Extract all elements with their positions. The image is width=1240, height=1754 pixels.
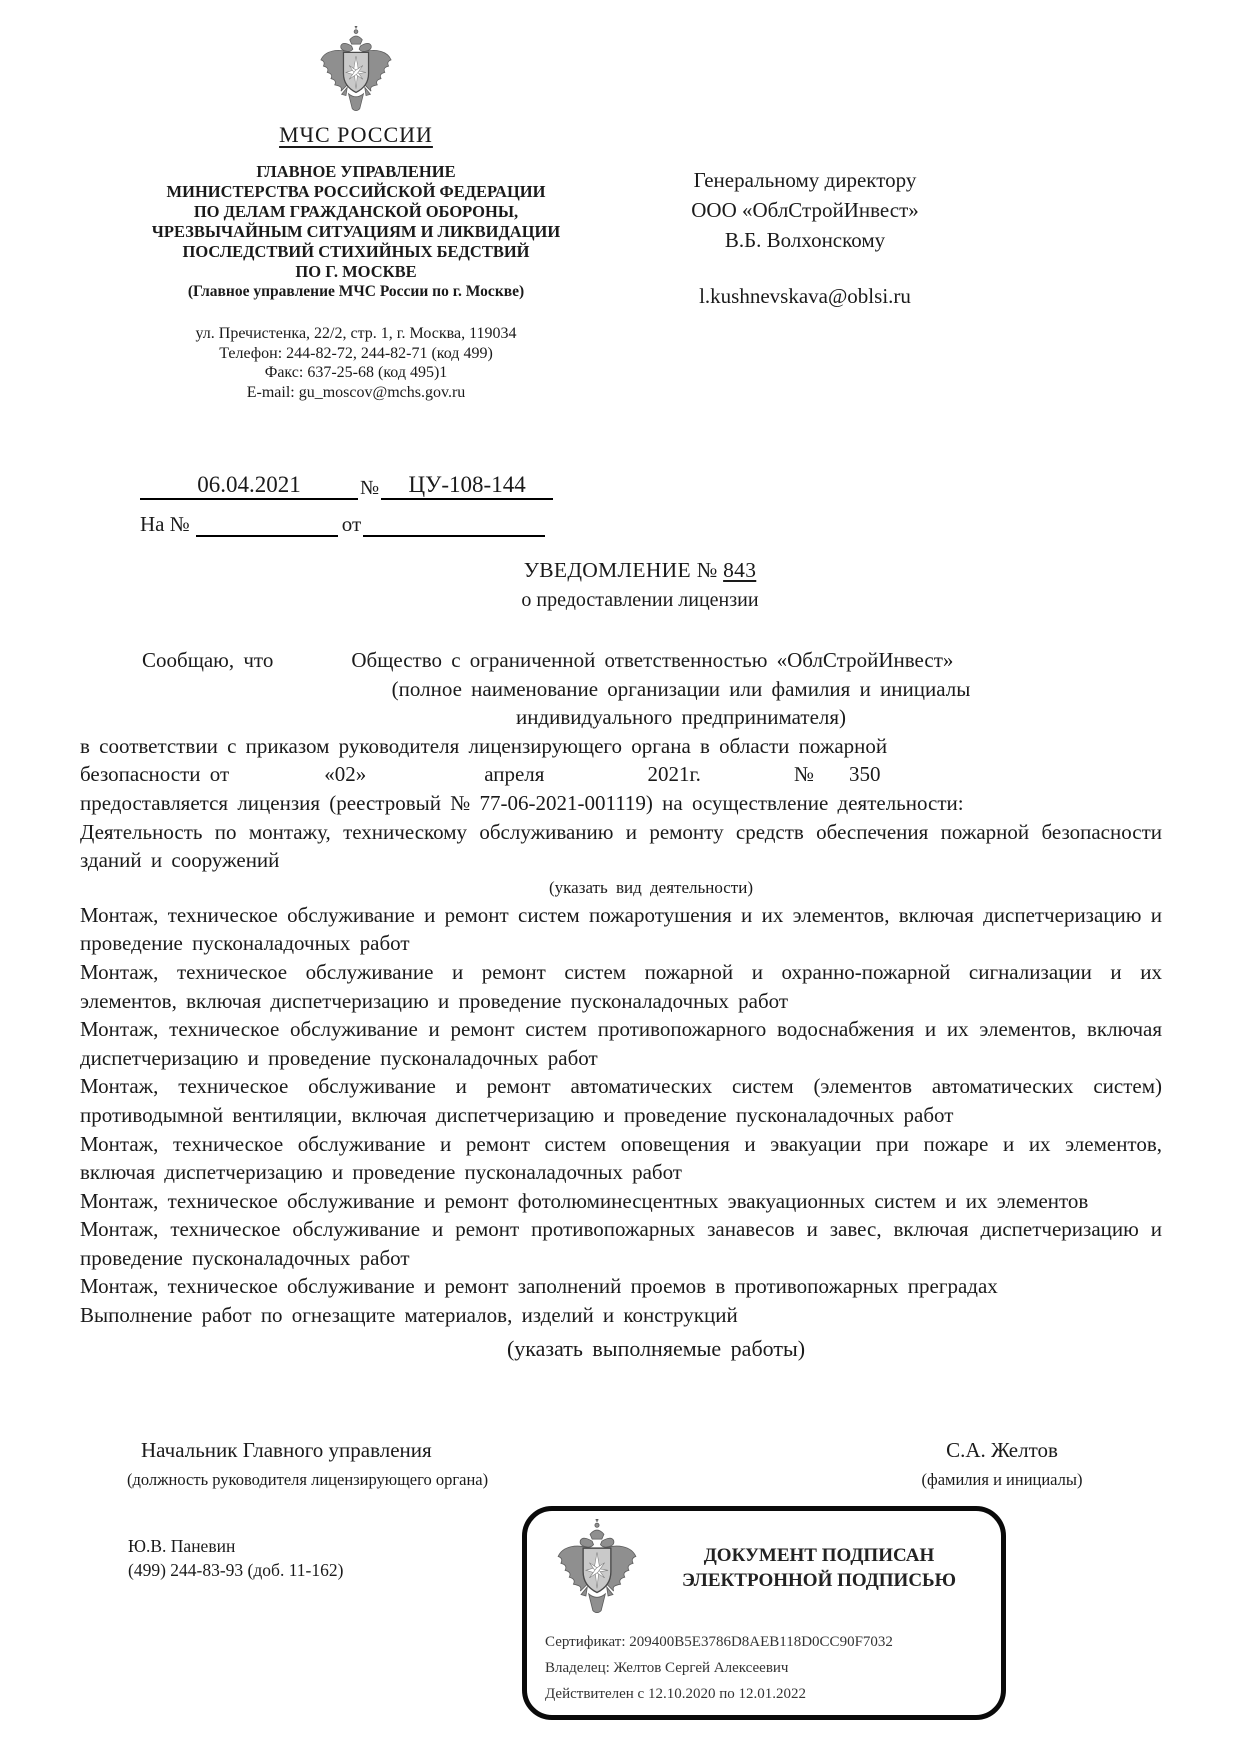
org-line: ГЛАВНОЕ УПРАВЛЕНИЕ [256,162,456,181]
signer-name-caption: (фамилия и инициалы) [921,1470,1083,1489]
certificate-validity: Действителен с 12.10.2020 по 12.01.2022 [545,1686,806,1702]
mchs-emblem-icon [555,1519,639,1623]
phone-line: Телефон: 244-82-72, 244-82-71 (код 499) [219,344,493,362]
activity-caption: (указать вид деятельности) [549,877,753,897]
addressee-name: В.Б. Волхонскому [724,228,886,252]
executor-name: Ю.В. Паневин [128,1536,236,1556]
work-item: Монтаж, техническое обслуживание и ремонт систем оповещения и эвакуации при пожаре и их элементов, включая диспетчеризацию и проведение пусконаладочных работ [80,1131,1162,1185]
outgoing-number: ЦУ-108-144 [381,472,553,500]
work-item: Монтаж, техническое обслуживание и ремонт противопожарных занавесов и завес, включая диспетчеризацию и проведение пусконаладочных работ [80,1217,1162,1270]
order-pre: безопасности от [80,762,230,787]
e-signature-stamp [522,1506,1006,1720]
signer-position: Начальник Главного управления [141,1438,432,1462]
work-item: Монтаж, техническое обслуживание и ремонт автоматических систем (элементов автоматических систем) противодымной вентиляции, включая диспетчеризацию и проведение пусконаладочных работ [80,1074,1162,1127]
org-line: ЧРЕЗВЫЧАЙНЫМ СИТУАЦИЯМ И ЛИКВИДАЦИИ [151,222,561,241]
order-year: 2021г. [647,762,701,787]
stamp-title-line: ДОКУМЕНТ ПОДПИСАН [703,1545,935,1566]
address-line: ул. Пречистенка, 22/2, стр. 1, г. Москва, 119034 [195,325,517,342]
org-name-block [100,162,612,302]
work-item: Монтаж, техническое обслуживание и ремонт систем пожарной и охранно-пожарной сигнализации и их элементов, включая диспетчеризацию и проведение пусконаладочных работ [80,959,1162,1013]
signature-block [127,1438,1127,1490]
executor-phone: (499) 244-83-93 (доб. 11-162) [128,1560,344,1580]
reference-block [140,472,600,537]
activity-paragraph: Деятельность по монтажу, техническому обслуживанию и ремонту средств обеспечения пожарной безопасности зданий и сооружений [80,819,1162,873]
order-no-sign: № [793,762,814,787]
work-item: Монтаж, техническое обслуживание и ремонт заполнений проемов в противопожарных преградах [80,1274,998,1299]
form-caption: (полное наименование организации или фамилия и инициалы [391,676,971,701]
notice-subtitle: о предоставлении лицензии [521,589,759,611]
reply-label: На № [140,512,190,536]
mchs-emblem-icon [316,26,396,120]
letterhead [100,26,612,402]
intro-line [80,646,1162,675]
signer-position-block [127,1438,488,1490]
org-line: МИНИСТЕРСТВА РОССИЙСКОЙ ФЕДЕРАЦИИ [166,182,546,201]
number-sign: № [360,477,380,499]
reply-date-blank [363,509,545,537]
body-paragraph: предоставляется лицензия (реестровый № 77-06-2021-001119) на осуществление деятельности: [80,790,964,815]
stamp-title [645,1543,993,1593]
signer-name: С.А. Желтов [946,1438,1058,1462]
works-caption: (указать выполняемые работы) [506,1335,806,1361]
work-item: Монтаж, техническое обслуживание и ремонт систем пожаротушения и их элементов, включая диспетчеризацию и проведение пусконаладочных работ [80,902,1162,956]
notice-title-block [80,558,1200,612]
email-line: E-mail: gu_moscov@mchs.gov.ru [246,383,466,401]
outgoing-date: 06.04.2021 [140,472,358,500]
org-line: ПО ДЕЛАМ ГРАЖДАНСКОЙ ОБОРОНЫ, [193,202,519,221]
signer-position-caption: (должность руководителя лицензирующего органа) [127,1470,489,1489]
notice-title-prefix: УВЕДОМЛЕНИЕ № [523,558,718,582]
addressee-email: l.kushnevskava@oblsi.ru [699,284,911,308]
stamp-certificate-block [545,1629,893,1707]
org-line: ПО Г. МОСКВЕ [295,262,417,281]
work-item: Монтаж, техническое обслуживание и ремонт фотолюминесцентных эвакуационных систем и их элементов [80,1188,1089,1213]
work-item: Монтаж, техническое обслуживание и ремонт систем противопожарного водоснабжения и их элементов, включая диспетчеризацию и проведение пусконаладочных работ [80,1017,1162,1070]
addressee-position: Генеральному директору [693,168,917,192]
stamp-title-line: ЭЛЕКТРОННОЙ ПОДПИСЬЮ [681,1570,957,1591]
addressee-company: ООО «ОблСтройИнвест» [691,198,919,222]
reply-ot-label: от [341,512,362,536]
org-alt-name: (Главное управление МЧС России по г. Москве) [187,283,525,300]
order-day: «02» [324,762,367,787]
addressee-block [600,165,1010,311]
licensee-company: Общество с ограниченной ответственностью «ОблСтройИнвест» [351,648,954,672]
order-number: 350 [848,762,881,787]
certificate-owner: Владелец: Желтов Сергей Алексеевич [545,1660,789,1676]
work-item: Выполнение работ по огнезащите материалов, изделий и конструкций [80,1303,738,1328]
ministry-short-title: МЧС РОССИИ [279,122,433,147]
org-line: ПОСЛЕДСТВИЙ СТИХИЙНЫХ БЕДСТВИЙ [182,242,530,261]
notice-title [80,558,1200,583]
body-paragraph: в соответствии с приказом руководителя лицензирующего органа в области пожарной [80,733,888,758]
form-caption: индивидуального предпринимателя) [515,705,847,730]
intro-label: Сообщаю, что [142,648,274,672]
order-line [80,760,1162,789]
order-month: апреля [484,762,545,787]
document-body [80,646,1162,1366]
reply-number-blank [196,509,338,537]
executor-block [128,1534,343,1582]
signer-name-block [877,1438,1127,1490]
reply-row [140,509,600,537]
outgoing-row [140,472,600,500]
notice-number: 843 [723,558,757,582]
certificate-number: Сертификат: 209400B5E3786D8AEB118D0CC90F7032 [545,1634,893,1650]
fax-line: Факс: 637-25-68 (код 495)1 [264,364,448,381]
contact-block [100,324,612,402]
